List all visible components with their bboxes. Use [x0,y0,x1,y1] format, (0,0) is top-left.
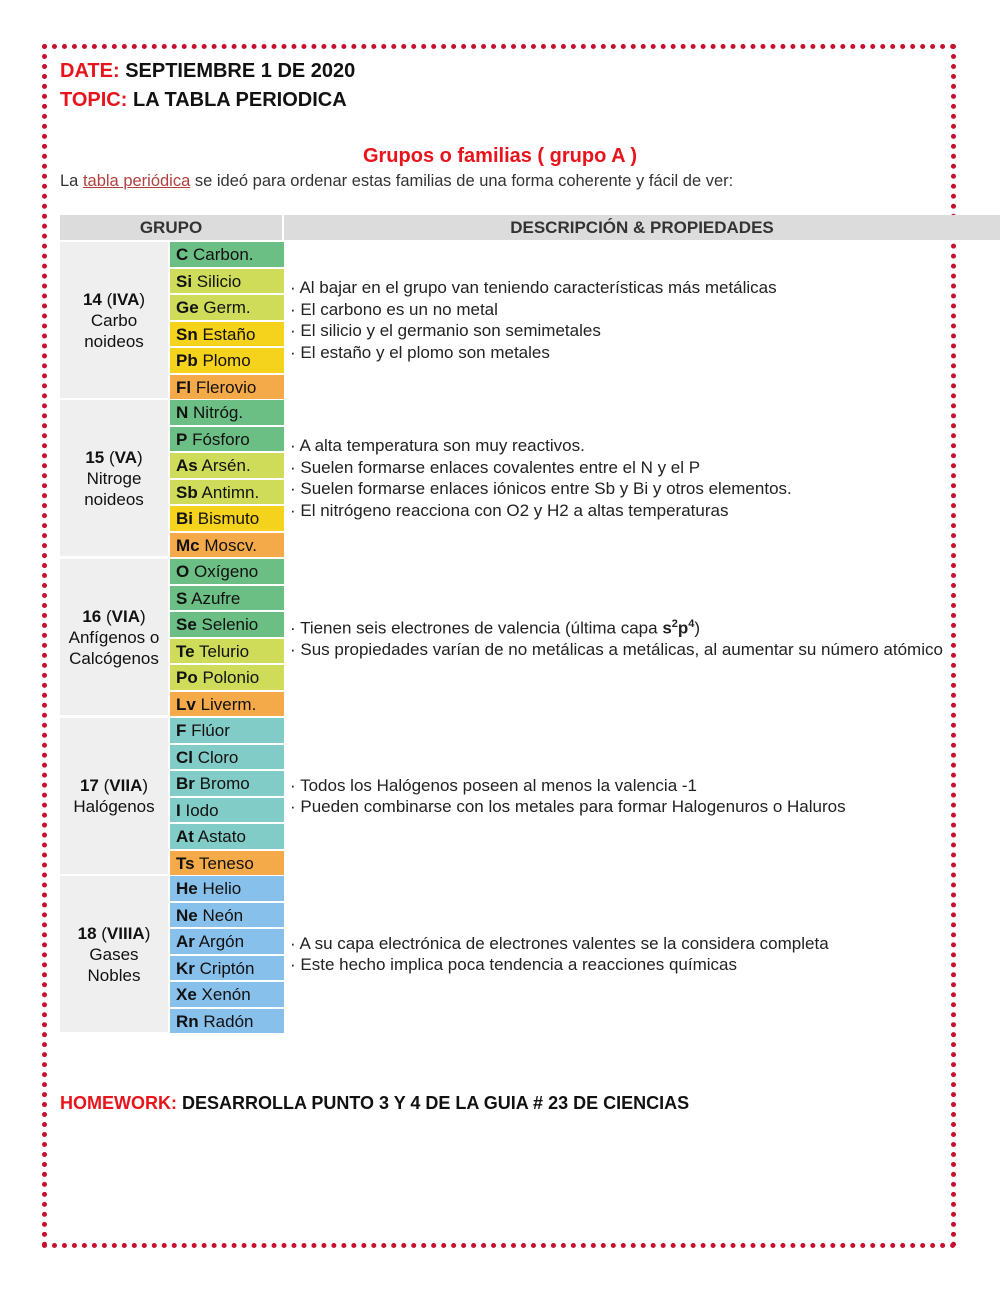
group-row-14 [60,242,1000,398]
element-f: F Flúor [170,718,284,743]
group-description [290,718,1000,874]
group-name-1: Gases [89,944,139,964]
element-ar: Ar Argón [170,929,284,954]
group-name-1: Carbo [90,310,138,330]
date-line [60,60,355,83]
group-name-2: noideos [84,331,144,351]
group-row-17 [60,718,1000,874]
group-row-15 [60,400,1000,556]
group-name-2: noideos [84,489,144,509]
element-ts: Ts Teneso [170,851,284,876]
date-value: SEPTIEMBRE 1 DE 2020 [125,60,356,82]
group-cell [60,400,168,556]
homework-text: DESARROLLA PUNTO 3 Y 4 DE LA GUIA # 23 DE CIENCIAS [182,1093,690,1113]
col-group-header: GRUPO [139,218,203,237]
group-cell [60,718,168,874]
element-rn: Rn Radón [170,1009,284,1034]
element-sn: Sn Estaño [170,322,284,347]
element-as: As Arsén. [170,453,284,478]
group-description [290,876,1000,1032]
topic-line [60,89,347,112]
group-cell [60,559,168,715]
group-number: 14 (IVA) [82,289,146,309]
topic-label: TOPIC: [60,89,128,111]
group-cell [60,876,168,1032]
group-name-1: Anfígenos o [68,627,160,647]
element-list [170,242,284,401]
group-description [290,242,1000,398]
description-line: · Pueden combinarse con los metales para formar Halogenuros o Haluros [290,797,846,816]
description-line: · A su capa electrónica de electrones valentes se la considera completa [290,933,829,953]
description-line: · Sus propiedades varían de no metálicas a metálicas, al aumentar su número atómico [290,639,943,659]
element-at: At Astato [170,824,284,849]
description-line: · Este hecho implica poca tendencia a reacciones químicas [290,955,737,974]
group-cell [60,242,168,398]
description-line: · El silicio y el germanio son semimetales [290,321,601,340]
group-row-16 [60,559,1000,715]
element-se: Se Selenio [170,612,284,637]
element-ge: Ge Germ. [170,295,284,320]
description-line: · Suelen formarse enlaces covalentes entre el N y el P [290,457,701,477]
intro-text [60,172,733,191]
element-sb: Sb Antimn. [170,480,284,505]
group-number: 16 (VIA) [82,606,146,626]
description-line: · El nitrógeno reacciona con O2 y H2 a altas temperaturas [290,500,729,520]
group-number: 18 (VIIIA) [77,923,151,943]
element-list [170,718,284,877]
group-description [290,559,1000,715]
element-pb: Pb Plomo [170,348,284,373]
element-si: Si Silicio [170,269,284,294]
section-title: Grupos o familias ( grupo A ) [362,145,638,167]
table-header [60,215,1000,240]
valence-line: · Tienen seis electrones de valencia (última capa $s^2p^4$) [290,617,701,638]
group-name-1: Halógenos [73,797,155,816]
description-line: · El estaño y el plomo son metales [290,342,550,362]
element-te: Te Telurio [170,639,284,664]
element-br: Br Bromo [170,771,284,796]
element-lv: Lv Liverm. [170,692,284,717]
element-list [170,559,284,718]
description-line: · Al bajar en el grupo van teniendo características más metálicas [290,278,777,297]
topic-value: LA TABLA PERIODICA [132,89,347,111]
element-s: S Azufre [170,586,284,611]
element-po: Po Polonio [170,665,284,690]
element-o: O Oxígeno [170,559,284,584]
intro-after: se ideó para ordenar estas familias de una forma coherente y fácil de ver: [194,172,734,190]
element-mc: Mc Moscv. [170,533,284,558]
element-cl: Cl Cloro [170,745,284,770]
element-he: He Helio [170,876,284,901]
intro-before: La [60,172,79,190]
description-line: · Todos los Halógenos poseen al menos la valencia -1 [290,775,697,795]
homework-label: HOMEWORK: [60,1093,177,1113]
element-c: C Carbon. [170,242,284,267]
group-name-2: Calcógenos [69,648,159,668]
element-fl: Fl Flerovio [170,375,284,400]
description-line: · Suelen formarse enlaces iónicos entre Sb y Bi y otros elementos. [290,479,792,498]
group-number: 17 (VIIA) [79,776,149,795]
element-p: P Fósforo [170,427,284,452]
element-kr: Kr Criptón [170,956,284,981]
group-number: 15 (VA) [85,447,143,467]
element-list [170,400,284,559]
group-description [290,400,1000,556]
element-i: I Iodo [170,798,284,823]
description-line: · A alta temperatura son muy reactivos. [290,436,585,455]
group-name-2: Nobles [87,965,141,985]
homework-line [60,1093,689,1114]
group-name-1: Nitroge [86,468,142,488]
element-xe: Xe Xenón [170,982,284,1007]
element-bi: Bi Bismuto [170,506,284,531]
group-row-18 [60,876,1000,1032]
description-line: · El carbono es un no metal [290,299,498,319]
periodic-table-link[interactable]: tabla periódica [82,172,191,190]
col-desc-header: DESCRIPCIÓN & PROPIEDADES [510,218,774,237]
element-ne: Ne Neón [170,903,284,928]
element-list [170,876,284,1035]
date-label: DATE: [60,60,120,82]
element-n: N Nitróg. [170,400,284,425]
